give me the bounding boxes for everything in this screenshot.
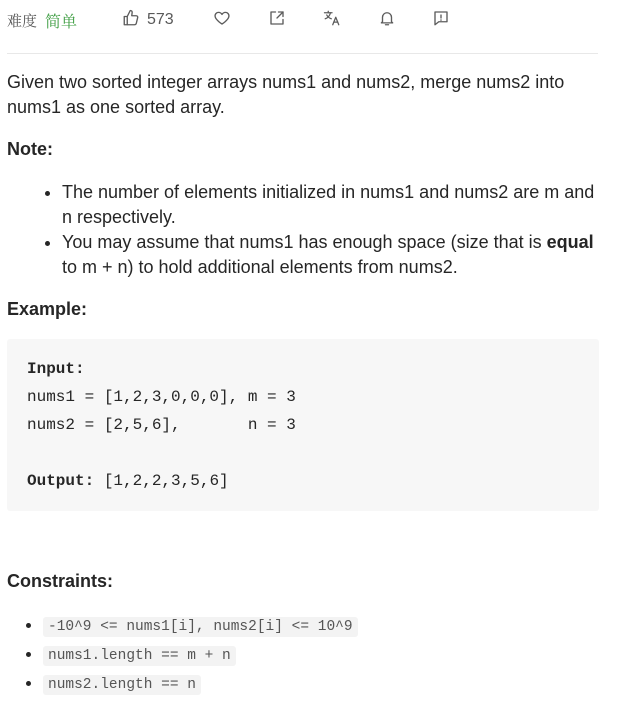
translate-button[interactable] bbox=[323, 8, 341, 32]
note-item: • The number of elements initialized in nums1 and nums2 are m and n respectively. bbox=[62, 180, 599, 230]
note-item: • You may assume that nums1 has enough space (size that is equal to m + n) to hold additional elements from nums2. bbox=[62, 230, 599, 280]
feedback-icon bbox=[432, 9, 450, 32]
share-button[interactable] bbox=[268, 8, 286, 32]
problem-description bbox=[7, 70, 599, 698]
translate-icon bbox=[323, 9, 341, 32]
like-count: 573 bbox=[147, 11, 174, 28]
example-line: nums2 = [2,5,6], n = 3 bbox=[27, 416, 296, 434]
like-button[interactable] bbox=[122, 8, 174, 32]
constraints-list bbox=[7, 611, 599, 698]
favorite-button[interactable] bbox=[213, 8, 231, 32]
problem-intro: Given two sorted integer arrays nums1 and nums2, merge nums2 into nums1 as one sorted array. bbox=[7, 72, 565, 117]
toolbar-divider bbox=[7, 53, 598, 54]
question-toolbar bbox=[7, 8, 598, 32]
example-heading: Example: bbox=[7, 299, 88, 319]
constraint-item: • nums1.length == m + n bbox=[43, 640, 599, 669]
output-value: [1,2,2,3,5,6] bbox=[94, 472, 229, 490]
output-label: Output: bbox=[27, 472, 95, 490]
constraint-item: • -10^9 <= nums1[i], nums2[i] <= 10^9 bbox=[43, 611, 599, 640]
difficulty-label: 难度 bbox=[7, 12, 38, 30]
heart-icon bbox=[213, 9, 231, 32]
example-line: nums1 = [1,2,3,0,0,0], m = 3 bbox=[27, 388, 296, 406]
input-label: Input: bbox=[27, 360, 85, 378]
thumbs-up-icon bbox=[122, 9, 140, 32]
bell-icon bbox=[378, 9, 396, 32]
constraints-heading: Constraints: bbox=[7, 571, 114, 591]
difficulty-value: 简单 bbox=[45, 13, 78, 31]
feedback-button[interactable] bbox=[432, 8, 450, 32]
subscribe-button[interactable] bbox=[378, 8, 396, 32]
emphasis-text: equal bbox=[546, 232, 594, 252]
example-code-block bbox=[7, 339, 599, 511]
constraint-item: • nums2.length == n bbox=[43, 669, 599, 698]
note-heading: Note: bbox=[7, 139, 53, 159]
share-icon bbox=[268, 9, 286, 32]
notes-list bbox=[7, 180, 599, 280]
